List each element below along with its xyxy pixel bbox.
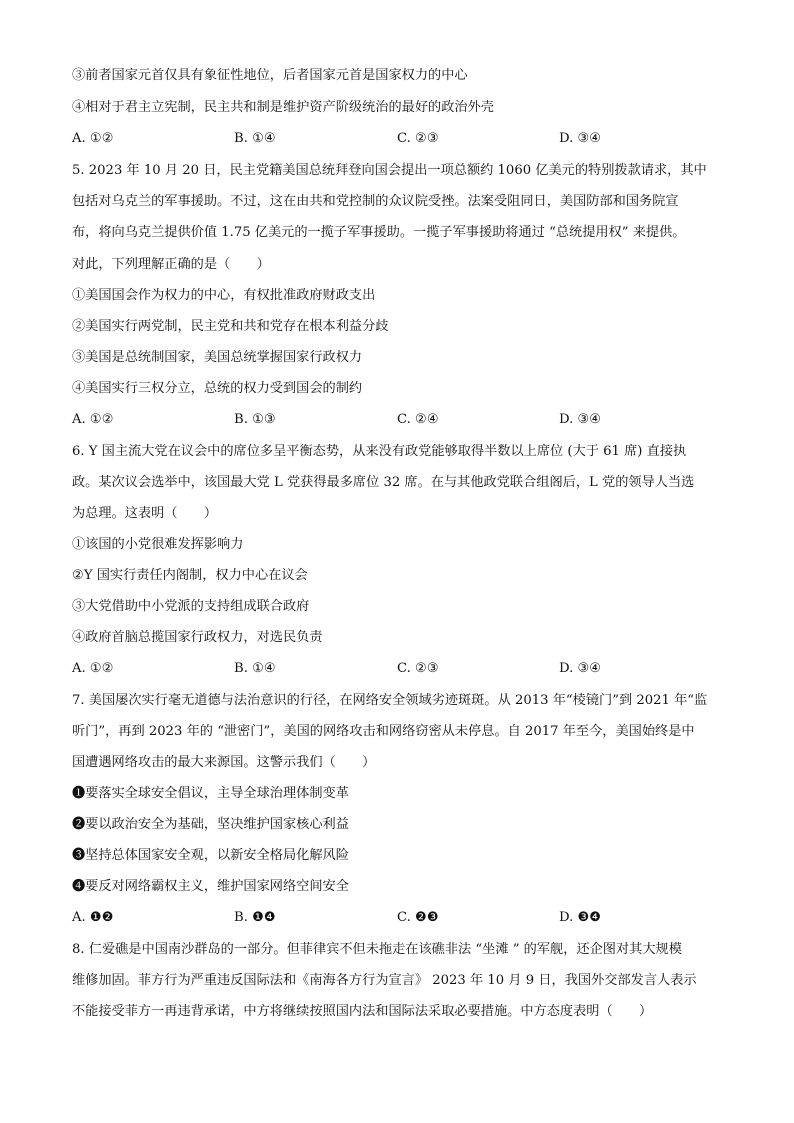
q4-option-c[interactable]: C. ②③ xyxy=(397,131,439,146)
q8-stem-line-2: 维修加固。菲方行为严重违反国际法和《南海各方行为宣言》 2023 年 10 月 9 日，我国外交部发言人表示 xyxy=(72,973,697,988)
q6-stem-line-3: 为总理。这表明（ ） xyxy=(72,506,218,521)
q4-options xyxy=(72,130,732,148)
q5-item-2: ②美国实行两党制，民主党和共和党存在根本利益分歧 xyxy=(72,319,389,334)
q4-item-3: ③前者国家元首仅具有象征性地位，后者国家元首是国家权力的中心 xyxy=(72,68,468,83)
q6-item-4: ④政府首脑总揽国家行政权力，对选民负责 xyxy=(72,630,323,645)
q6-option-c[interactable]: C. ②③ xyxy=(397,661,439,676)
q4-option-b[interactable]: B. ①④ xyxy=(234,131,276,146)
q5-options xyxy=(72,411,732,429)
q7-item-3: ❸坚持总体国家安全观，以新安全格局化解风险 xyxy=(72,848,349,863)
q5-stem-line-3: 布，将向乌克兰提供价值 1.75 亿美元的一揽子军事援助。一揽子军事援助将通过 “总统提用权” 来提供。 xyxy=(72,225,686,240)
q5-option-a[interactable]: A. ①② xyxy=(72,412,114,427)
q4-option-a[interactable]: A. ①② xyxy=(72,131,114,146)
q5-stem-line-4: 对此，下列理解正确的是（ ） xyxy=(72,257,270,272)
q6-option-b[interactable]: B. ①④ xyxy=(234,661,276,676)
q4-item-4: ④相对于君主立宪制，民主共和制是维护资产阶级统治的最好的政治外壳 xyxy=(72,100,494,115)
q6-item-3: ③大党借助中小党派的支持组成联合政府 xyxy=(72,599,310,614)
q7-stem-line-2: 听门”，再到 2023 年的 “泄密门”，美国的网络攻击和网络窃密从未停息。自 2017 年至今，美国始终是中 xyxy=(72,724,695,739)
q7-option-a[interactable]: A. ❶❷ xyxy=(72,910,114,925)
q7-item-1: ❶要落实全球安全倡议，主导全球治理体制变革 xyxy=(72,786,349,801)
q5-option-c[interactable]: C. ②④ xyxy=(397,412,439,427)
q7-item-4: ❹要反对网络霸权主义，维护国家网络空间安全 xyxy=(72,879,349,894)
q6-stem-line-2: 政。某次议会选举中，该国最大党 L 党获得最多席位 32 席。在与其他政党联合组阁后，L 党的领导人当选 xyxy=(72,475,695,490)
q5-option-b[interactable]: B. ①③ xyxy=(234,412,276,427)
q5-item-1: ①美国国会作为权力的中心，有权批准政府财政支出 xyxy=(72,288,376,303)
q7-option-c[interactable]: C. ❷❸ xyxy=(397,910,439,925)
q8-stem-line-3: 不能接受菲方一再违背承诺，中方将继续按照国内法和国际法采取必要措施。中方态度表明（ ） xyxy=(72,1004,653,1019)
q6-option-a[interactable]: A. ①② xyxy=(72,661,114,676)
q7-stem-line-3: 国遭遇网络攻击的最大来源国。这警示我们（ ） xyxy=(72,755,376,770)
q8-stem-line-1: 8. 仁爱礁是中国南沙群岛的一部分。但菲律宾不但未拖走在该礁非法 “坐滩 ” 的军舰，还企图对其大规模 xyxy=(72,942,682,957)
q5-stem-line-2: 包括对乌克兰的军事援助。不过，这在由共和党控制的众议院受挫。法案受阻同日，美国防部和国务院宣 xyxy=(72,194,679,209)
q5-stem-line-1: 5. 2023 年 10 月 20 日，民主党籍美国总统拜登向国会提出一项总额约 1060 亿美元的特别拨款请求，其中 xyxy=(72,163,707,178)
q7-options xyxy=(72,909,732,927)
q7-option-b[interactable]: B. ❶❹ xyxy=(234,910,276,925)
q6-item-1: ①该国的小党很难发挥影响力 xyxy=(72,537,244,552)
q6-stem-line-1: 6. Y 国主流大党在议会中的席位多呈平衡态势，从来没有政党能够取得半数以上席位 (大于 61 席) 直接执 xyxy=(72,444,687,459)
q6-options xyxy=(72,660,732,678)
q5-item-4: ④美国实行三权分立，总统的权力受到国会的制约 xyxy=(72,381,363,396)
q7-item-2: ❷要以政治安全为基础，坚决维护国家核心利益 xyxy=(72,817,349,832)
q6-item-2: ②Y 国实行责任内阁制，权力中心在议会 xyxy=(72,568,308,583)
q6-option-d[interactable]: D. ③④ xyxy=(559,661,602,676)
q4-option-d[interactable]: D. ③④ xyxy=(559,131,602,146)
q5-item-3: ③美国是总统制国家，美国总统掌握国家行政权力 xyxy=(72,350,363,365)
q5-option-d[interactable]: D. ③④ xyxy=(559,412,602,427)
q7-option-d[interactable]: D. ❸❹ xyxy=(559,910,602,925)
q7-stem-line-1: 7. 美国屡次实行毫无道德与法治意识的行径，在网络安全领域劣迹斑斑。从 2013 年“棱镜门”到 2021 年“监 xyxy=(72,693,708,708)
